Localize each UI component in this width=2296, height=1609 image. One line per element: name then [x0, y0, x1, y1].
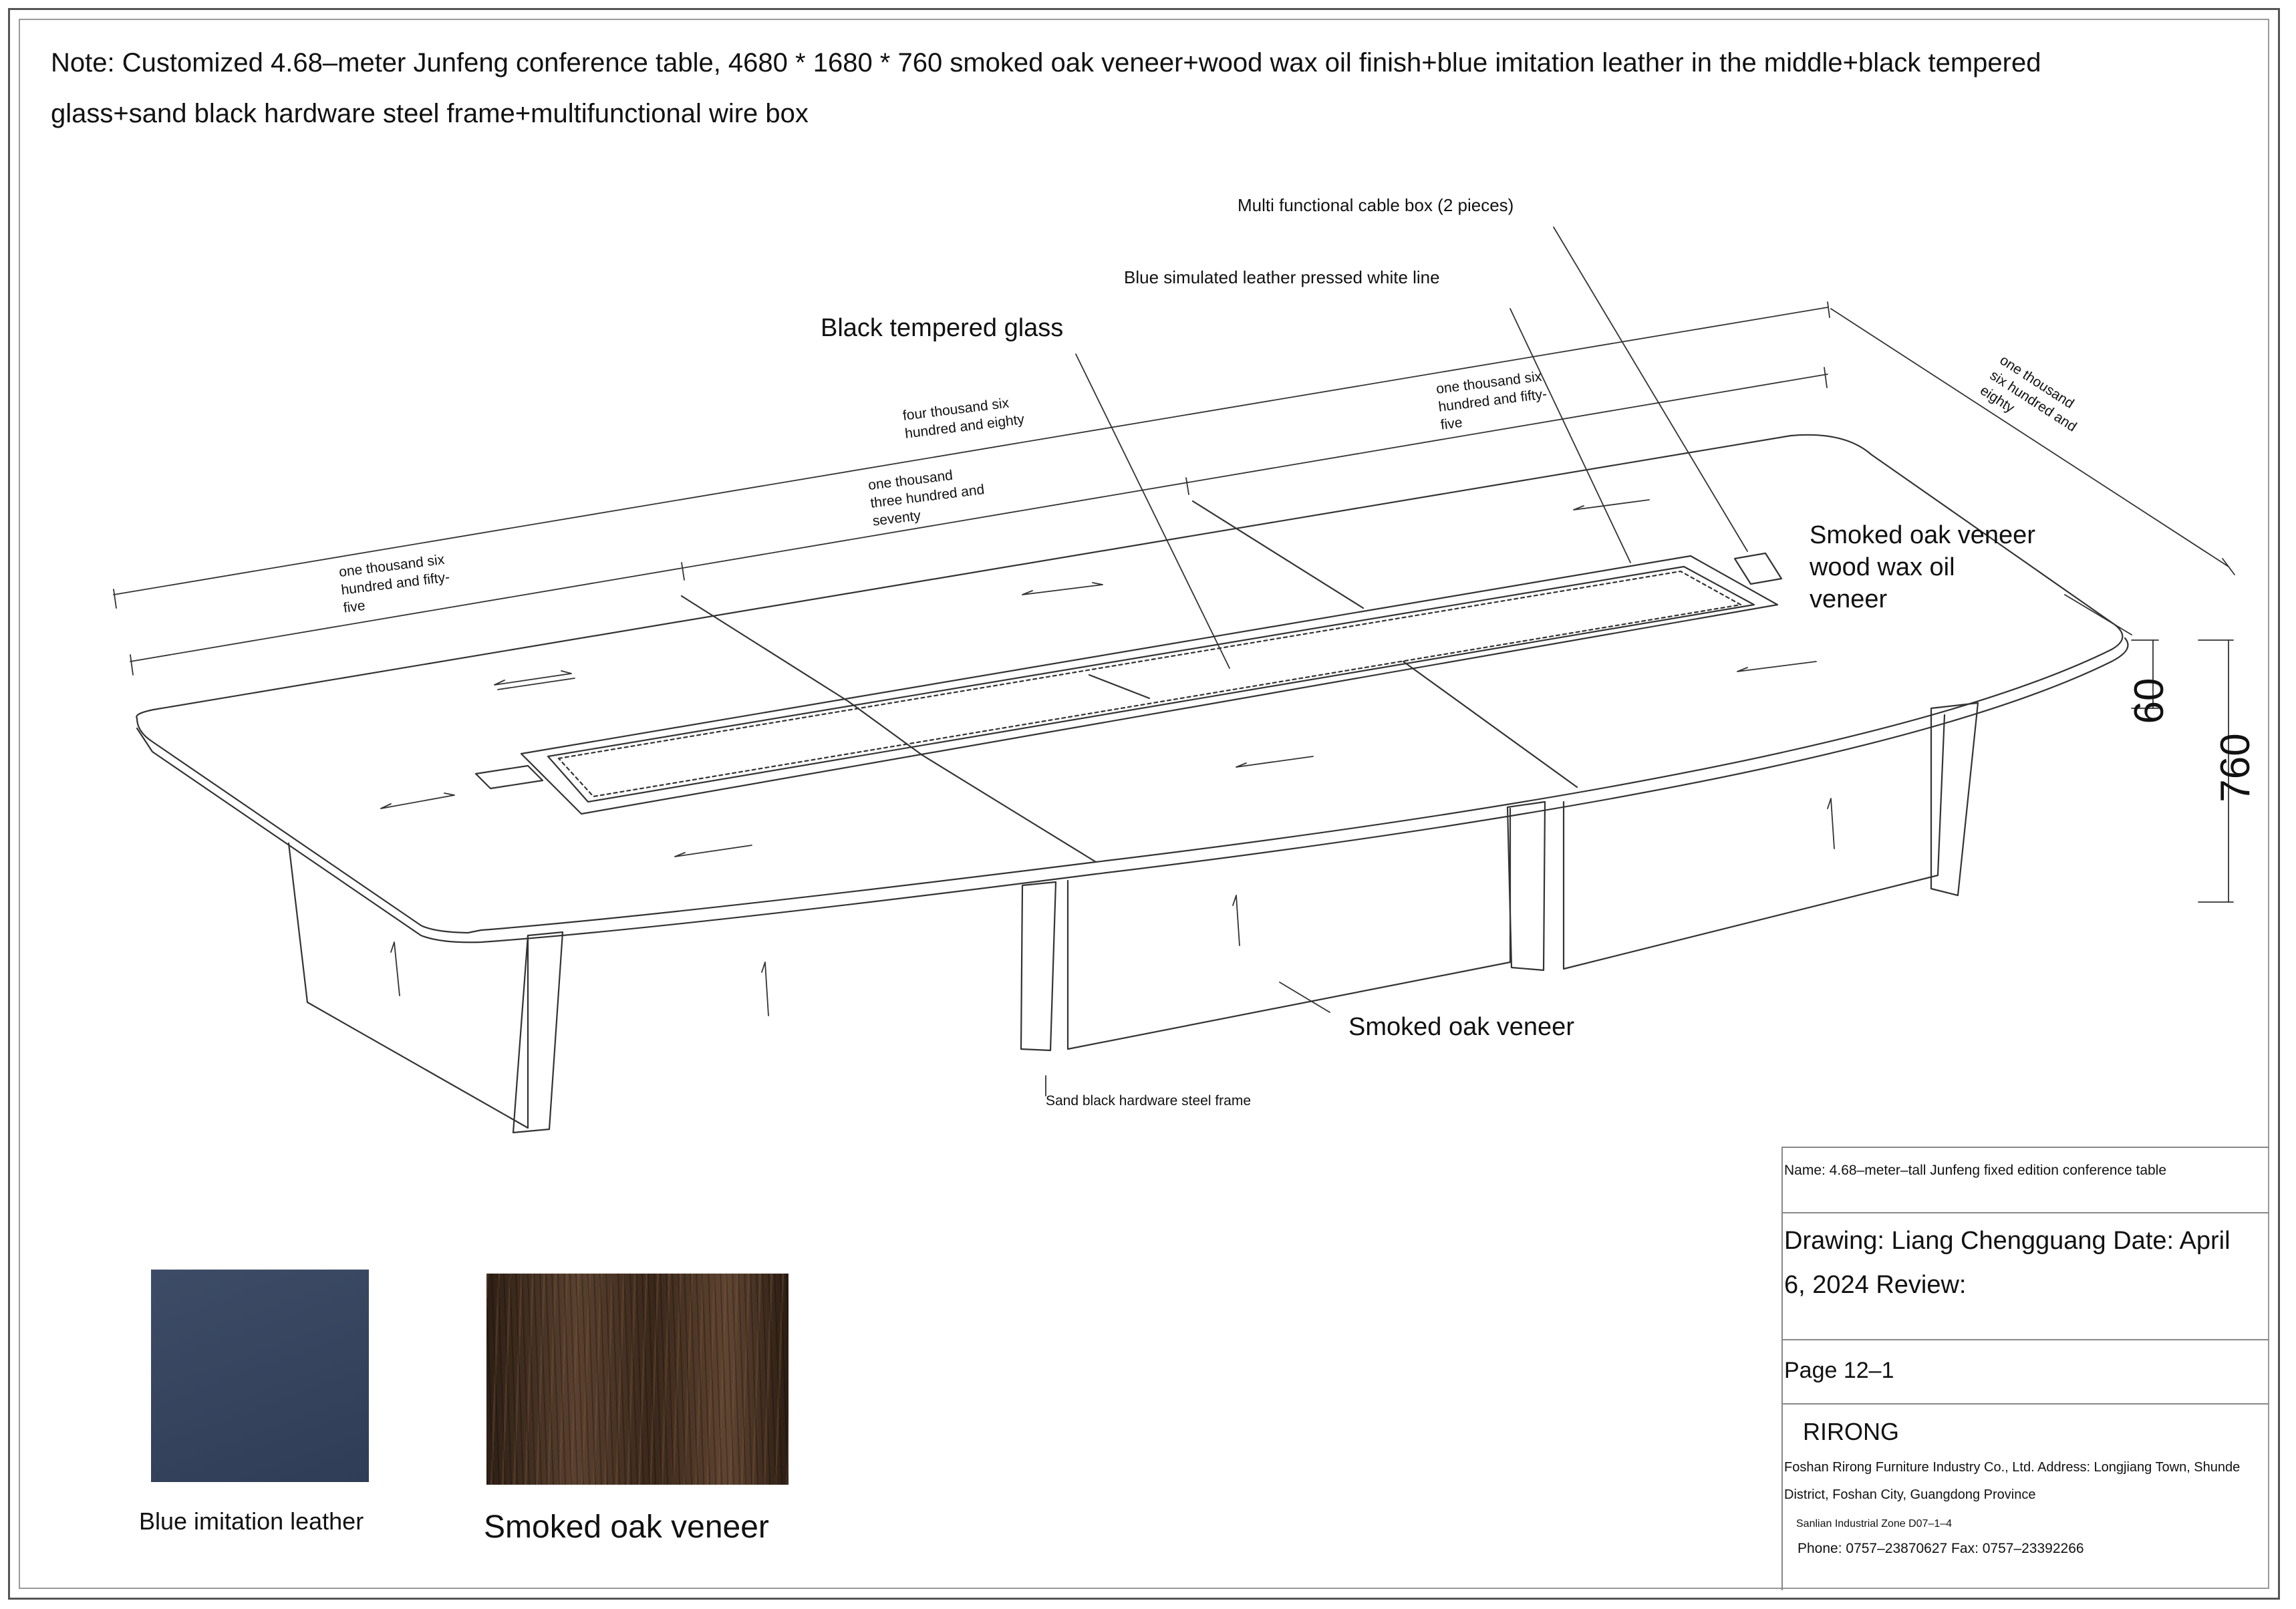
- callout-cable-box: Multi functional cable box (2 pieces): [1238, 195, 1514, 215]
- leader-lines: [1046, 227, 2132, 1096]
- swatch-oak-label: Smoked oak veneer: [484, 1509, 769, 1545]
- dim-segment-left: one thousand six hundred and fifty-five: [337, 551, 451, 616]
- dim-overall-length: four thousand six hundred and eighty: [901, 395, 1026, 442]
- callout-veneer-top-line3: veneer: [1810, 585, 1888, 613]
- dim-segment-right: one thousand six hundred and fifty-five: [1435, 368, 1548, 433]
- tb-drawing: Drawing: Liang Chengguang Date: April 6, 2024 Review:: [1784, 1227, 2231, 1299]
- tb-zone: Sanlian Industrial Zone D07–1–4: [1796, 1518, 1953, 1529]
- leg-middle: [1021, 882, 1056, 1050]
- glass-channel-inner: [548, 567, 1754, 802]
- title-block: [1781, 1147, 2269, 1590]
- top-seam-4: [1193, 501, 1363, 608]
- leg-center-right: [1508, 802, 1545, 970]
- callout-glass: Black tempered glass: [821, 314, 1064, 342]
- dim-segment-middle: one thousand three hundred and seventy: [867, 467, 986, 529]
- dim-top-thickness: 60: [2126, 678, 2172, 724]
- glass-channel-inner-2: [559, 571, 1741, 796]
- callout-steel-frame: Sand black hardware steel frame: [1046, 1093, 1251, 1109]
- callout-veneer-top-line1: Smoked oak veneer: [1810, 521, 2035, 549]
- frame-panel-left: [289, 843, 528, 1128]
- swatch-blue-leather: [151, 1270, 369, 1482]
- callout-veneer-top-line2: wood wax oil: [1810, 553, 1955, 581]
- tb-name: Name: 4.68–meter–tall Junfeng fixed edition conference table: [1784, 1163, 2167, 1178]
- cable-box-right: [1735, 553, 1781, 584]
- top-seam-1: [682, 596, 849, 702]
- swatch-smoked-oak: [486, 1274, 788, 1485]
- tabletop-outline: [136, 435, 2122, 933]
- tb-brand: RIRONG: [1803, 1418, 1899, 1445]
- drawing-note: Note: Customized 4.68–meter Junfeng conference table, 4680 * 1680 * 760 smoked oak veneer+wood wax oil finish+blue imitation leather in the middle+black tempered glass+sand black hardware steel frame+multifunctional wire box: [51, 48, 2041, 128]
- swatch-blue-label: Blue imitation leather: [139, 1507, 364, 1535]
- glass-channel-outer: [521, 556, 1777, 814]
- frame-panel-right: [1564, 715, 1945, 969]
- tb-page: Page 12–1: [1784, 1358, 1894, 1383]
- tabletop-edge: [137, 638, 2128, 942]
- dim-depth: one thousand six hundred and eighty: [1977, 352, 2079, 435]
- cable-box-left: [476, 766, 543, 788]
- callout-leather-line: Blue simulated leather pressed white line: [1124, 267, 1440, 287]
- dim-height: 760: [2212, 733, 2259, 802]
- grain-arrows-vertical: [391, 798, 1834, 1016]
- top-seam-3: [922, 755, 1096, 862]
- leg-left: [513, 932, 563, 1133]
- tb-company: Foshan Rirong Furniture Industry Co., Ltd. Address: Longjiang Town, Shunde District, Foshan City, Guangdong Province: [1784, 1460, 2241, 1502]
- tb-phone: Phone: 0757–23870627 Fax: 0757–23392266: [1798, 1541, 2084, 1556]
- callout-veneer-front: Smoked oak veneer: [1348, 1013, 1574, 1041]
- top-seam-5: [1403, 662, 1577, 787]
- top-seam-6: [1089, 675, 1149, 698]
